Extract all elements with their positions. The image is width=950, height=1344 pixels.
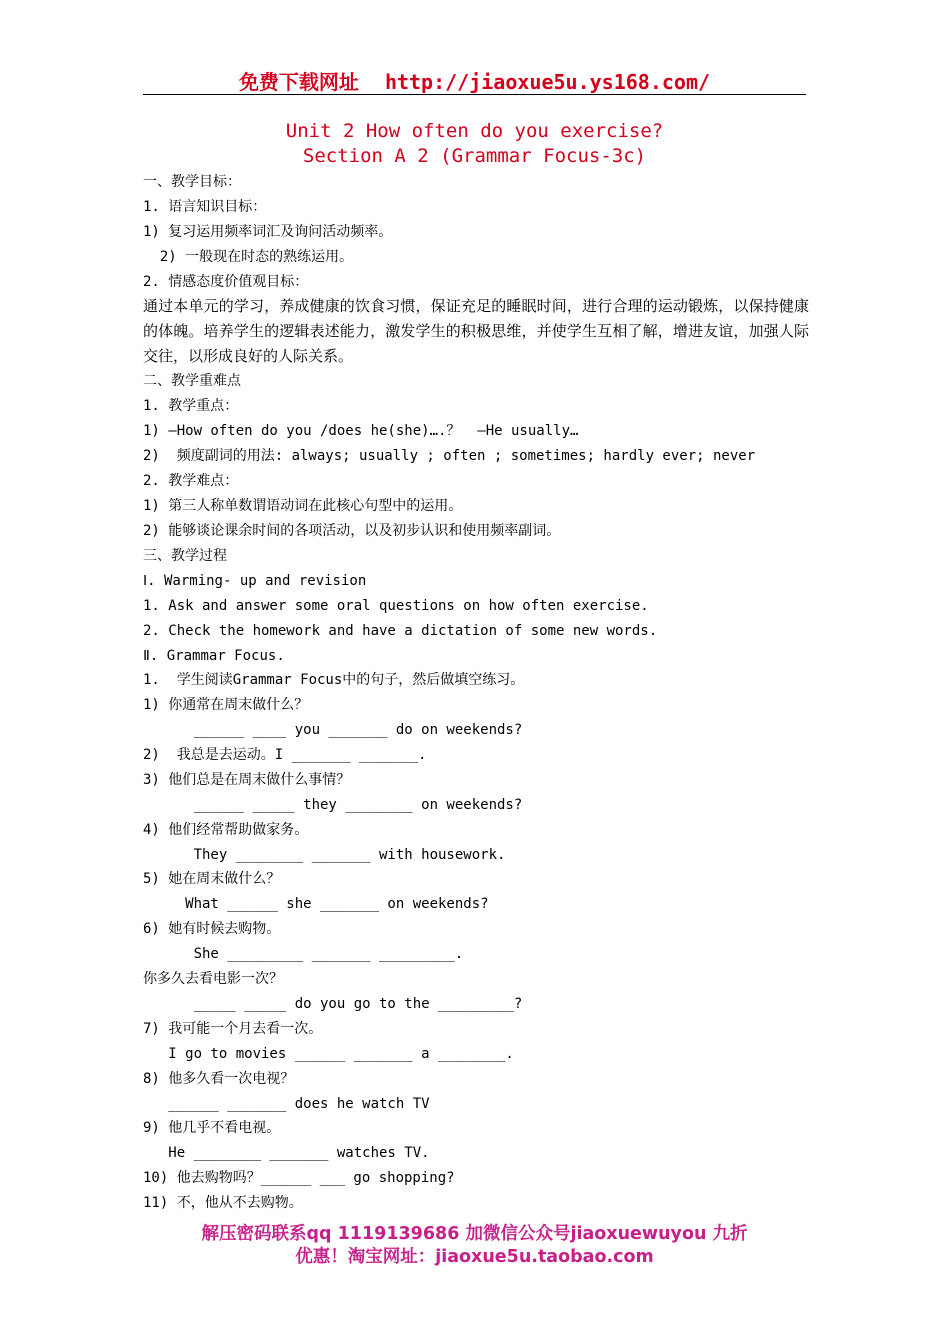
exercise-question: 5) 她在周末做什么？ <box>143 871 281 887</box>
text-line: 2. 教学难点： <box>143 473 239 489</box>
heading-key-points: 二、教学重难点 <box>143 373 241 389</box>
header-url-link[interactable]: http://jiaoxue5u.ys168.com/ <box>384 70 711 94</box>
text-line: 2. 情感态度价值观目标： <box>143 274 309 290</box>
download-header <box>143 66 806 94</box>
exercise-question: 1) 你通常在周末做什么？ <box>143 697 309 713</box>
exercise-blank-line: _____ _____ do you go to the _________? <box>143 996 523 1012</box>
exercise-blank-line: ______ _______ does he watch TV <box>143 1096 430 1112</box>
exercise-blank-line: What ______ she _______ on weekends? <box>143 896 489 912</box>
lesson-title: Unit 2 How often do you exercise? <box>285 120 664 142</box>
exercise-question: 4) 他们经常帮助做家务。 <box>143 822 309 838</box>
text-line: 1. 学生阅读Grammar Focus中的句子，然后做填空练习。 <box>143 672 525 688</box>
text-line: 1) —How often do you /does he(she)….？ —He usually… <box>143 423 579 439</box>
text-line: 2. Check the homework and have a dictation of some new words. <box>143 623 658 639</box>
exercise-question: 2) 我总是去运动。I _______ _______. <box>143 747 427 763</box>
section-title: Section A 2 (Grammar Focus-3c) <box>302 145 647 167</box>
text-line: 2) 能够谈论课余时间的各项活动，以及初步认识和使用频率副词。 <box>143 523 561 539</box>
text-line: 2) 频度副词的用法: always; usually ; often ; sometimes; hardly ever; never <box>143 448 756 464</box>
exercise-question: 10) 他去购物吗？______ ___ go shopping? <box>143 1170 455 1186</box>
exercise-question: 9) 他几乎不看电视。 <box>143 1120 281 1136</box>
text-line: 2) 一般现在时态的熟练运用。 <box>143 249 354 265</box>
text-line: 1. 语言知识目标： <box>143 199 267 215</box>
exercise-question: 11) 不，他从不去购物。 <box>143 1195 303 1211</box>
exercise-question: 8) 他多久看一次电视？ <box>143 1071 295 1087</box>
exercise-question: 6) 她有时候去购物。 <box>143 921 281 937</box>
exercise-question: 3) 他们总是在周末做什么事情？ <box>143 772 351 788</box>
text-line: Ⅰ. Warming- up and revision <box>143 573 367 589</box>
text-line: Ⅱ. Grammar Focus. <box>143 648 285 664</box>
text-line: 1. 教学重点： <box>143 398 239 414</box>
exercise-blank-line: ______ ____ you _______ do on weekends? <box>143 722 523 738</box>
text-line: 1) 复习运用频率词汇及询问活动频率。 <box>143 224 393 240</box>
header-label: 免费下载网址 <box>238 70 359 94</box>
exercise-blank-line: He ________ _______ watches TV. <box>143 1145 430 1161</box>
text-line: 1) 第三人称单数谓语动词在此核心句型中的运用。 <box>143 498 463 514</box>
exercise-blank-line: I go to movies ______ _______ a ________. <box>143 1046 514 1062</box>
exercise-question: 7) 我可能一个月去看一次。 <box>143 1021 323 1037</box>
footer-contact: 解压密码联系qq 1119139686 加微信公众号jiaoxuewuyou 九折 <box>201 1224 748 1244</box>
exercise-question: 你多久去看电影一次？ <box>143 971 283 987</box>
header-divider <box>143 94 806 95</box>
heading-objectives: 一、教学目标： <box>143 174 241 190</box>
exercise-blank-line: ______ _____ they ________ on weekends? <box>143 797 523 813</box>
heading-process: 三、教学过程 <box>143 548 227 564</box>
text-line: 1. Ask and answer some oral questions on how often exercise. <box>143 598 649 614</box>
exercise-blank-line: They ________ _______ with housework. <box>143 847 506 863</box>
footer-shop-link[interactable]: 优惠！淘宝网址：jiaoxue5u.taobao.com <box>295 1247 654 1267</box>
exercise-blank-line: She _________ _______ _________. <box>143 946 464 962</box>
objectives-paragraph: 通过本单元的学习，养成健康的饮食习惯，保证充足的睡眠时间，进行合理的运动锻炼，以保持健康的体魄。培养学生的逻辑表述能力，激发学生的积极思维，并使学生互相了解，增进友谊，加强人际交往，以形成良好的人际关系。 <box>143 297 809 365</box>
